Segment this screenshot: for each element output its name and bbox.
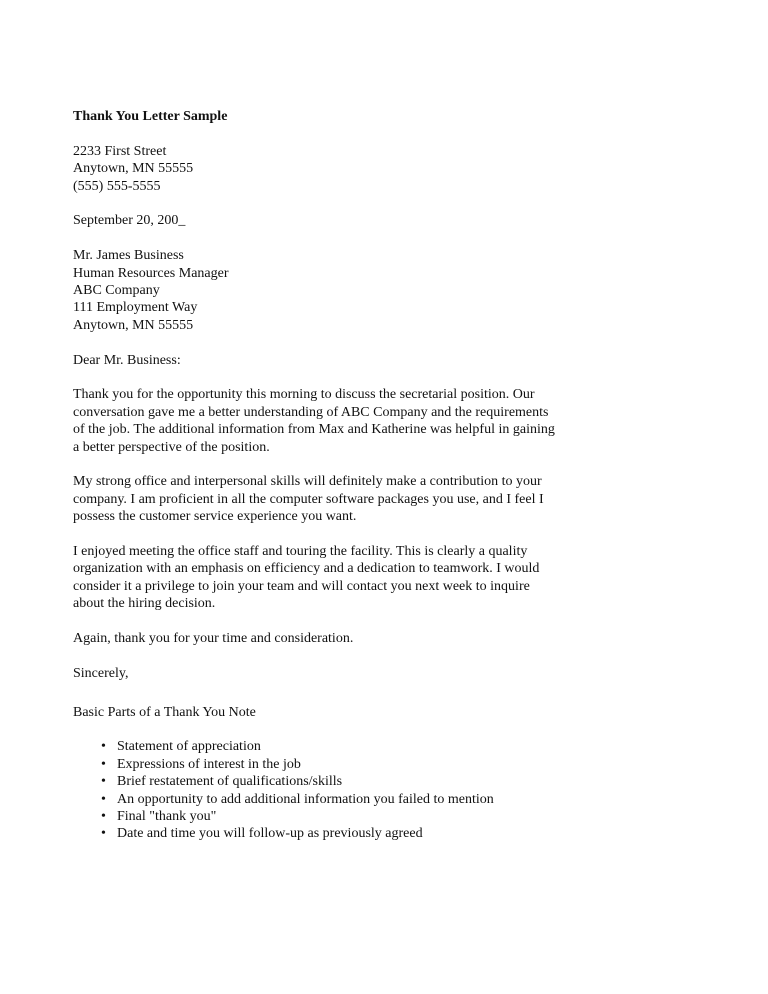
document-page [73,108,603,843]
paragraph-line: Again, thank you for your time and consideration. [73,631,354,647]
closing: Sincerely, [73,665,129,681]
parts-list [73,738,603,842]
list-item: • An opportunity to add additional information you failed to mention [117,791,603,808]
list-item: • Final "thank you" [117,808,603,825]
recipient-title: Human Resources Manager [73,265,229,281]
sender-street: 2233 First Street [73,143,167,159]
paragraph-line: company. I am proficient in all the computer software packages you use, and I feel I [73,491,544,507]
spacer [73,526,603,543]
spacer [73,230,603,247]
paragraph-line: of the job. The additional information from Max and Katherine was helpful in gaining [73,422,555,438]
paragraph-line: possess the customer service experience you want. [73,509,357,525]
spacer [73,647,603,664]
list-item: • Date and time you will follow-up as previously agreed [117,825,603,842]
sender-phone: (555) 555-5555 [73,178,161,194]
paragraph-line: a better perspective of the position. [73,439,270,455]
paragraph-line: I enjoyed meeting the office staff and touring the facility. This is clearly a quality [73,544,528,560]
sender-address [73,143,603,195]
spacer [73,195,603,212]
recipient-address [73,247,603,334]
body-paragraph-3 [73,543,603,613]
list-item: • Statement of appreciation [117,738,603,755]
list-item: • Brief restatement of qualifications/skills [117,773,603,790]
paragraph-line: My strong office and interpersonal skills will definitely make a contribution to your [73,474,542,490]
body-paragraph-4 [73,630,603,647]
recipient-street: 111 Employment Way [73,300,198,316]
spacer [73,334,603,351]
salutation: Dear Mr. Business: [73,352,181,368]
paragraph-line: about the hiring decision. [73,596,216,612]
paragraph-line: Thank you for the opportunity this morning to discuss the secretarial position. Our [73,387,535,403]
spacer [73,369,603,386]
recipient-name: Mr. James Business [73,248,184,264]
sender-city: Anytown, MN 55555 [73,161,194,177]
document-title: Thank You Letter Sample [73,109,228,124]
body-paragraph-1 [73,386,603,456]
recipient-city: Anytown, MN 55555 [73,317,194,333]
paragraph-line: organization with an emphasis on efficiency and a dedication to teamwork. I would [73,561,540,577]
letter-date: September 20, 200_ [73,213,186,229]
body-paragraph-2 [73,473,603,525]
spacer [73,456,603,473]
list-item: • Expressions of interest in the job [117,756,603,773]
spacer [73,125,603,142]
recipient-company: ABC Company [73,283,160,299]
spacer [73,613,603,630]
parts-heading: Basic Parts of a Thank You Note [73,704,256,720]
spacer [73,682,603,699]
spacer [73,721,603,738]
paragraph-line: consider it a privilege to join your team and will contact you next week to inquire [73,578,530,594]
paragraph-line: conversation gave me a better understanding of ABC Company and the requirements [73,404,549,420]
